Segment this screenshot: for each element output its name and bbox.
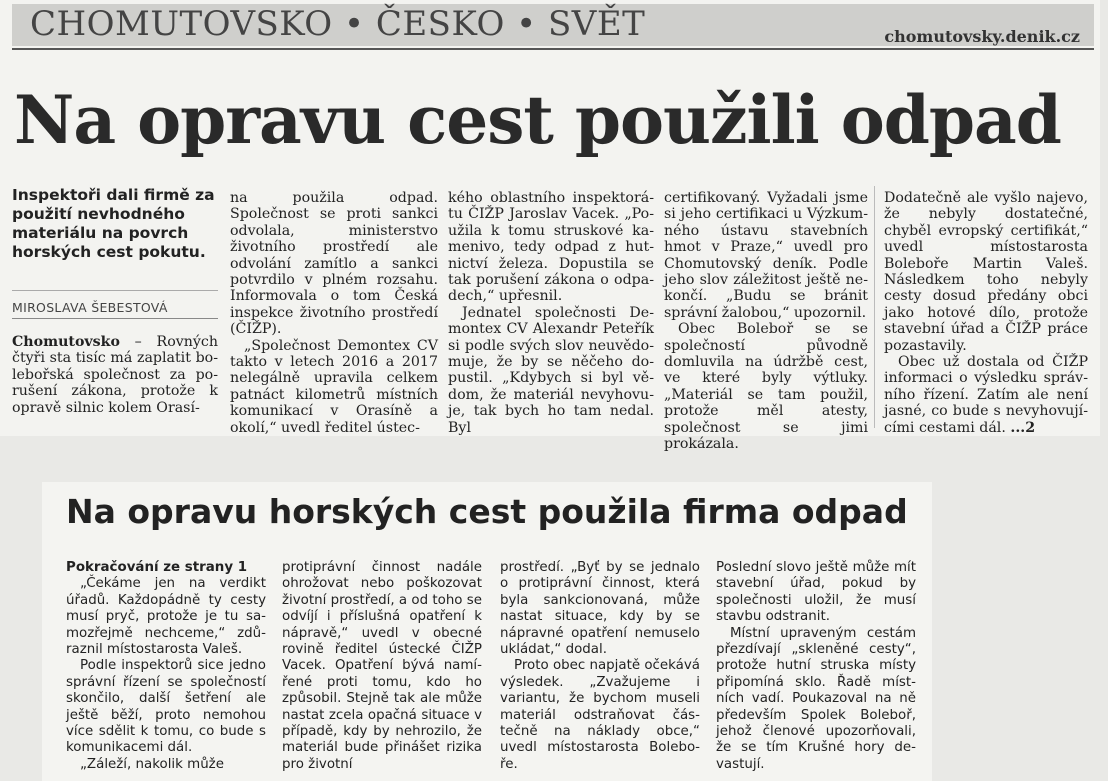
column-5-paragraph: Obec už dostala od ČIŽP informaci o výsledku správního řízení. Zatím ale není jasné, co bude s nevyhovujícími cestami dál. ...2 bbox=[884, 354, 1088, 436]
article-column-4 bbox=[664, 190, 868, 453]
continuation-paragraph: Proto obec napjatě očekává výsledek. „Zvažujeme i variantu, že bychom museli materiál odstraňovat částečně na náklady obce,“ uvedl místostarosta Boleboře. bbox=[500, 658, 701, 772]
article-lead: Inspektoři dali firmě za použití nevhodného materiálu na povrch horských cest pokutu. bbox=[12, 186, 215, 261]
continuation-paragraph: „Záleží, nakolik může bbox=[80, 756, 224, 772]
column-4-paragraph: certifikovaný. Vyžadali jsme si jeho certifikaci u Výzkumného ústavu stavebních hmot v Praze,“ uvedl pro Chomutovský deník. Podle jeho slov záležitost ještě nekončí. „Budu se bránit správní žalobou,“ upozornil. bbox=[664, 190, 868, 321]
continuation-paragraph: Podle inspektorů sice jedno správní řízení se společností skončilo, další šetření ale ještě běží, proto nemohou více sdělit k tomu, co bude s komunikacemi dál. bbox=[66, 658, 266, 756]
article-column-3 bbox=[448, 190, 654, 436]
column-5-paragraph: Dodatečně ale vyšlo najevo, že nebyly dostatečné, chyběl evropský certifikát,“ uvedl místostarosta Boleboře Martin Valeš. Následkem toho nebyly cesty dosud předány obci jako hotové dílo, protože stavební úřad a ČIŽP práce pozastavily. bbox=[884, 190, 1088, 354]
column-2-paragraph: na použila odpad. Společnost se proti sankci odvolala, ministerstvo životního prostředí ale odvolání zamítlo a sankci potvrdilo v plném rozsahu. Informovala o tom Česká inspekce životního prostředí (ČIŽP). bbox=[230, 190, 438, 338]
continued-marker: ...2 bbox=[1010, 419, 1036, 436]
column-1-text: – Rovných čtyři sta tisíc má zaplatit bolebořská společnost za porušení zákona, protože k opravě silnic kolem Orasí- bbox=[12, 334, 218, 416]
column-3-paragraph: kého oblastního inspektorátu ČIŽP Jaroslav Vacek. „Použila k tomu struskové kamenivo, tedy odpad z hutnictví železa. Dopustila se tak porušení zákona o odpadech,“ upřesnil. bbox=[448, 190, 654, 305]
continuation-headline: Na opravu horských cest použila firma odpad bbox=[66, 492, 908, 531]
continuation-column-4 bbox=[716, 560, 916, 773]
article-headline: Na opravu cest použili odpad bbox=[14, 81, 1061, 159]
column-2-paragraph: „Společnost Demontex CV takto v letech 2016 a 2017 nelegálně upravila celkem patnáct kilometrů místních komunikací v Orasíně a okolí,“ uvedl ředitel ústec- bbox=[230, 337, 438, 436]
article-column-5 bbox=[884, 190, 1088, 436]
section-title: CHOMUTOVSKO • ČESKO • SVĚT bbox=[30, 4, 646, 44]
column-4-paragraph: Obec Boleboř se se společností původně domluvila na údržbě cest, ve které byly výtluky. „Materiál se tam použil, protože měl atesty, společnost se jimi prokázala. bbox=[664, 321, 868, 453]
byline-divider bbox=[12, 290, 218, 291]
continuation-column-2 bbox=[282, 560, 482, 773]
header-rule bbox=[12, 48, 1094, 50]
article-column-2 bbox=[230, 190, 438, 436]
continuation-column-3 bbox=[500, 560, 700, 773]
site-url: chomutovsky.denik.cz bbox=[884, 27, 1080, 46]
continuation-paragraph: Poslední slovo ještě může mít stavební úřad, pokud by společnosti uložil, že musí stavbu odstranit. bbox=[716, 560, 916, 625]
continuation-column-1 bbox=[66, 560, 266, 773]
continuation-paragraph: Místní upraveným cestám přezdívají „skleněné cesty“, protože hutní struska místy připomíná sklo. Řadě místních vadí. Poukazoval na ně především Spolek Boleboř, jehož členové upozorňovali, že se tím Krušné hory devastují. bbox=[716, 625, 916, 772]
continuation-paragraph: „Čekáme jen na verdikt úřadů. Každopádně ty cesty musí pryč, protože je tu samozřejmě nechceme,“ zdůraznil místostarosta Valeš. bbox=[66, 576, 266, 658]
continuation-paragraph: prostředí. „Byť by se jednalo o protiprávní činnost, která byla sankcionovaná, může nastat situace, kdy by se nápravné opatření nemuselo ukládat,“ dodal. bbox=[500, 560, 700, 658]
column-divider bbox=[874, 186, 875, 428]
column-3-paragraph: Jednatel společnosti Demontex CV Alexandr Peteřík si podle svých slov neuvědomuje, že by se něčeho dopustil. „Kdybych si byl vědom, že materiál nevyhovuje, tak bych ho tam nedal. Byl bbox=[448, 304, 654, 436]
byline-rule bbox=[12, 318, 218, 319]
continuation-paragraph: protiprávní činnost nadále ohrožovat nebo poškozovat životní prostředí, a od toho se odvíjí i příslušná opatření k nápravě,“ uvedl v obecné rovině ředitel ústecké ČIŽP Vacek. Opatření bývá namířené proti tomu, kdo ho způsobil. Stejně tak ale může nastat zcela opačná situace v případě, kdy by nehrozilo, že materiál bude přinášet rizika pro životní bbox=[282, 560, 482, 772]
article-column-1 bbox=[12, 334, 218, 416]
article-dateline: Chomutovsko bbox=[12, 334, 120, 350]
article-byline: MIROSLAVA ŠEBESTOVÁ bbox=[12, 300, 168, 315]
continuation-label: Pokračování ze strany 1 bbox=[66, 560, 248, 575]
